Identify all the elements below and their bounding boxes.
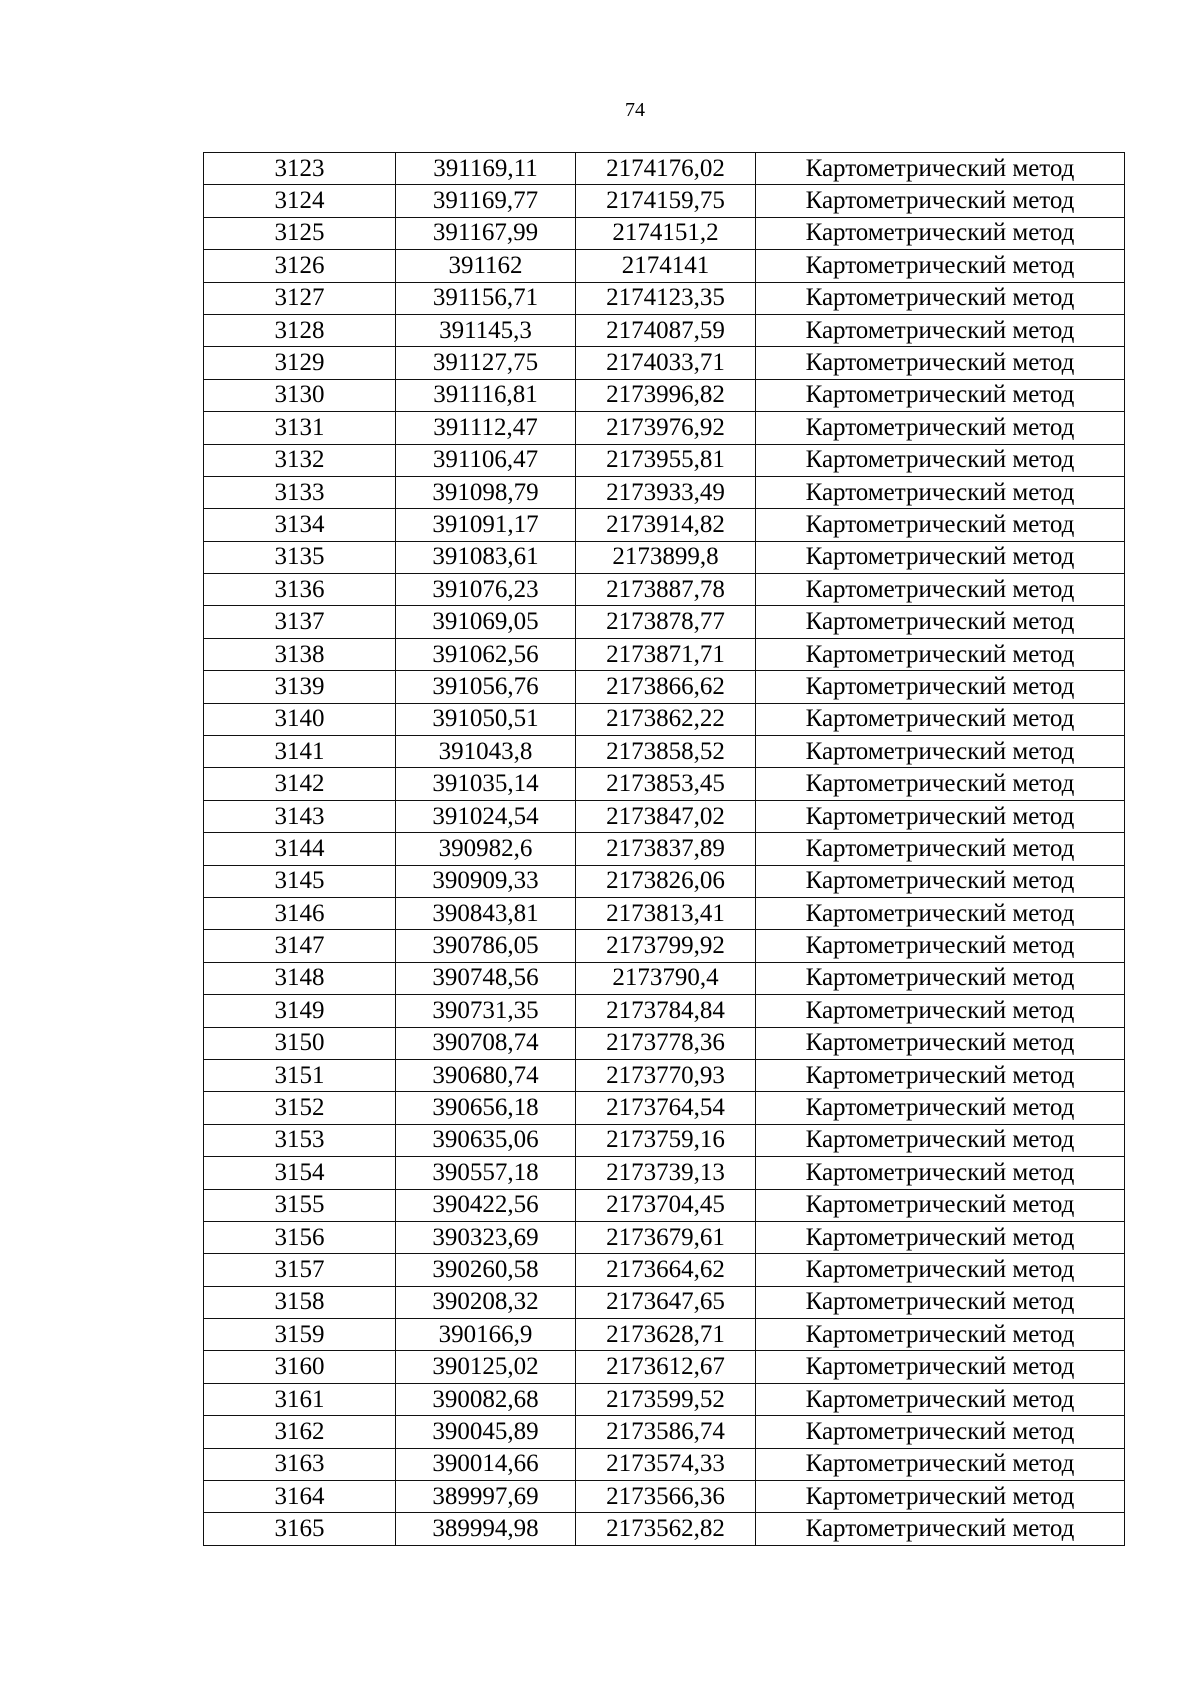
method-cell: Картометрический метод [756, 1416, 1125, 1448]
point-number-cell: 3162 [204, 1416, 396, 1448]
x-coordinate-cell: 391169,11 [396, 153, 576, 185]
table-row [204, 153, 1125, 185]
table-row [204, 1059, 1125, 1091]
y-coordinate-cell: 2173955,81 [576, 444, 756, 476]
method-cell: Картометрический метод [756, 314, 1125, 346]
method-cell: Картометрический метод [756, 379, 1125, 411]
table-row [204, 444, 1125, 476]
table-row [204, 995, 1125, 1027]
point-number-cell: 3128 [204, 314, 396, 346]
method-cell: Картометрический метод [756, 768, 1125, 800]
point-number-cell: 3155 [204, 1189, 396, 1221]
x-coordinate-cell: 390843,81 [396, 897, 576, 929]
y-coordinate-cell: 2174123,35 [576, 282, 756, 314]
table-row [204, 1513, 1125, 1545]
method-cell: Картометрический метод [756, 1481, 1125, 1513]
point-number-cell: 3137 [204, 606, 396, 638]
table-row [204, 379, 1125, 411]
y-coordinate-cell: 2173853,45 [576, 768, 756, 800]
method-cell: Картометрический метод [756, 509, 1125, 541]
x-coordinate-cell: 391127,75 [396, 347, 576, 379]
y-coordinate-cell: 2173826,06 [576, 865, 756, 897]
x-coordinate-cell: 391062,56 [396, 638, 576, 670]
point-number-cell: 3165 [204, 1513, 396, 1545]
coordinates-table-body [204, 153, 1125, 1546]
method-cell: Картометрический метод [756, 574, 1125, 606]
x-coordinate-cell: 390323,69 [396, 1221, 576, 1253]
coordinates-table [203, 152, 1125, 1546]
x-coordinate-cell: 390635,06 [396, 1124, 576, 1156]
x-coordinate-cell: 391056,76 [396, 671, 576, 703]
x-coordinate-cell: 391091,17 [396, 509, 576, 541]
point-number-cell: 3156 [204, 1221, 396, 1253]
table-row [204, 347, 1125, 379]
point-number-cell: 3138 [204, 638, 396, 670]
y-coordinate-cell: 2173770,93 [576, 1059, 756, 1091]
point-number-cell: 3139 [204, 671, 396, 703]
point-number-cell: 3133 [204, 476, 396, 508]
table-row [204, 833, 1125, 865]
x-coordinate-cell: 390082,68 [396, 1383, 576, 1415]
point-number-cell: 3148 [204, 962, 396, 994]
table-row [204, 1416, 1125, 1448]
table-row [204, 671, 1125, 703]
point-number-cell: 3153 [204, 1124, 396, 1156]
x-coordinate-cell: 389997,69 [396, 1481, 576, 1513]
table-row [204, 1124, 1125, 1156]
table-row [204, 606, 1125, 638]
method-cell: Картометрический метод [756, 1221, 1125, 1253]
method-cell: Картометрический метод [756, 1513, 1125, 1545]
table-row [204, 703, 1125, 735]
x-coordinate-cell: 390731,35 [396, 995, 576, 1027]
method-cell: Картометрический метод [756, 865, 1125, 897]
point-number-cell: 3127 [204, 282, 396, 314]
y-coordinate-cell: 2173837,89 [576, 833, 756, 865]
y-coordinate-cell: 2173862,22 [576, 703, 756, 735]
point-number-cell: 3136 [204, 574, 396, 606]
table-row [204, 250, 1125, 282]
y-coordinate-cell: 2173866,62 [576, 671, 756, 703]
method-cell: Картометрический метод [756, 703, 1125, 735]
point-number-cell: 3161 [204, 1383, 396, 1415]
point-number-cell: 3140 [204, 703, 396, 735]
x-coordinate-cell: 390656,18 [396, 1092, 576, 1124]
point-number-cell: 3141 [204, 736, 396, 768]
y-coordinate-cell: 2173562,82 [576, 1513, 756, 1545]
point-number-cell: 3164 [204, 1481, 396, 1513]
table-row [204, 217, 1125, 249]
method-cell: Картометрический метод [756, 250, 1125, 282]
y-coordinate-cell: 2173679,61 [576, 1221, 756, 1253]
table-row [204, 1481, 1125, 1513]
method-cell: Картометрический метод [756, 962, 1125, 994]
x-coordinate-cell: 390045,89 [396, 1416, 576, 1448]
x-coordinate-cell: 391043,8 [396, 736, 576, 768]
method-cell: Картометрический метод [756, 412, 1125, 444]
x-coordinate-cell: 390909,33 [396, 865, 576, 897]
y-coordinate-cell: 2173976,92 [576, 412, 756, 444]
method-cell: Картометрический метод [756, 347, 1125, 379]
method-cell: Картометрический метод [756, 995, 1125, 1027]
table-row [204, 412, 1125, 444]
method-cell: Картометрический метод [756, 444, 1125, 476]
x-coordinate-cell: 391035,14 [396, 768, 576, 800]
table-row [204, 1189, 1125, 1221]
point-number-cell: 3151 [204, 1059, 396, 1091]
table-row [204, 1027, 1125, 1059]
table-row [204, 638, 1125, 670]
point-number-cell: 3154 [204, 1157, 396, 1189]
y-coordinate-cell: 2174033,71 [576, 347, 756, 379]
point-number-cell: 3132 [204, 444, 396, 476]
y-coordinate-cell: 2173664,62 [576, 1254, 756, 1286]
x-coordinate-cell: 390680,74 [396, 1059, 576, 1091]
method-cell: Картометрический метод [756, 1092, 1125, 1124]
table-row [204, 1157, 1125, 1189]
method-cell: Картометрический метод [756, 541, 1125, 573]
point-number-cell: 3124 [204, 185, 396, 217]
y-coordinate-cell: 2173647,65 [576, 1286, 756, 1318]
x-coordinate-cell: 391106,47 [396, 444, 576, 476]
y-coordinate-cell: 2174151,2 [576, 217, 756, 249]
y-coordinate-cell: 2173778,36 [576, 1027, 756, 1059]
point-number-cell: 3135 [204, 541, 396, 573]
table-row [204, 1221, 1125, 1253]
point-number-cell: 3158 [204, 1286, 396, 1318]
point-number-cell: 3143 [204, 800, 396, 832]
x-coordinate-cell: 390982,6 [396, 833, 576, 865]
table-row [204, 930, 1125, 962]
y-coordinate-cell: 2173813,41 [576, 897, 756, 929]
method-cell: Картометрический метод [756, 217, 1125, 249]
y-coordinate-cell: 2173914,82 [576, 509, 756, 541]
method-cell: Картометрический метод [756, 897, 1125, 929]
point-number-cell: 3147 [204, 930, 396, 962]
table-row [204, 282, 1125, 314]
x-coordinate-cell: 391169,77 [396, 185, 576, 217]
method-cell: Картометрический метод [756, 1286, 1125, 1318]
point-number-cell: 3129 [204, 347, 396, 379]
x-coordinate-cell: 391156,71 [396, 282, 576, 314]
table-row [204, 1254, 1125, 1286]
method-cell: Картометрический метод [756, 833, 1125, 865]
point-number-cell: 3134 [204, 509, 396, 541]
point-number-cell: 3130 [204, 379, 396, 411]
y-coordinate-cell: 2173871,71 [576, 638, 756, 670]
y-coordinate-cell: 2173799,92 [576, 930, 756, 962]
y-coordinate-cell: 2173858,52 [576, 736, 756, 768]
x-coordinate-cell: 391098,79 [396, 476, 576, 508]
y-coordinate-cell: 2173739,13 [576, 1157, 756, 1189]
x-coordinate-cell: 391024,54 [396, 800, 576, 832]
x-coordinate-cell: 391083,61 [396, 541, 576, 573]
x-coordinate-cell: 391050,51 [396, 703, 576, 735]
y-coordinate-cell: 2174176,02 [576, 153, 756, 185]
method-cell: Картометрический метод [756, 1319, 1125, 1351]
point-number-cell: 3157 [204, 1254, 396, 1286]
y-coordinate-cell: 2173933,49 [576, 476, 756, 508]
point-number-cell: 3123 [204, 153, 396, 185]
method-cell: Картометрический метод [756, 185, 1125, 217]
y-coordinate-cell: 2174159,75 [576, 185, 756, 217]
table-row [204, 314, 1125, 346]
method-cell: Картометрический метод [756, 800, 1125, 832]
x-coordinate-cell: 391145,3 [396, 314, 576, 346]
y-coordinate-cell: 2173704,45 [576, 1189, 756, 1221]
method-cell: Картометрический метод [756, 476, 1125, 508]
y-coordinate-cell: 2173887,78 [576, 574, 756, 606]
y-coordinate-cell: 2173996,82 [576, 379, 756, 411]
table-row [204, 1351, 1125, 1383]
x-coordinate-cell: 390166,9 [396, 1319, 576, 1351]
point-number-cell: 3125 [204, 217, 396, 249]
x-coordinate-cell: 391167,99 [396, 217, 576, 249]
method-cell: Картометрический метод [756, 1189, 1125, 1221]
y-coordinate-cell: 2173586,74 [576, 1416, 756, 1448]
table-row [204, 1286, 1125, 1318]
table-row [204, 768, 1125, 800]
point-number-cell: 3142 [204, 768, 396, 800]
method-cell: Картометрический метод [756, 930, 1125, 962]
y-coordinate-cell: 2173790,4 [576, 962, 756, 994]
y-coordinate-cell: 2174087,59 [576, 314, 756, 346]
x-coordinate-cell: 390708,74 [396, 1027, 576, 1059]
y-coordinate-cell: 2173599,52 [576, 1383, 756, 1415]
method-cell: Картометрический метод [756, 1448, 1125, 1480]
method-cell: Картометрический метод [756, 671, 1125, 703]
table-row [204, 1383, 1125, 1415]
y-coordinate-cell: 2173612,67 [576, 1351, 756, 1383]
table-row [204, 541, 1125, 573]
y-coordinate-cell: 2173566,36 [576, 1481, 756, 1513]
y-coordinate-cell: 2174141 [576, 250, 756, 282]
y-coordinate-cell: 2173759,16 [576, 1124, 756, 1156]
x-coordinate-cell: 390786,05 [396, 930, 576, 962]
table-row [204, 509, 1125, 541]
table-row [204, 185, 1125, 217]
point-number-cell: 3126 [204, 250, 396, 282]
x-coordinate-cell: 391112,47 [396, 412, 576, 444]
y-coordinate-cell: 2173784,84 [576, 995, 756, 1027]
point-number-cell: 3131 [204, 412, 396, 444]
point-number-cell: 3144 [204, 833, 396, 865]
point-number-cell: 3160 [204, 1351, 396, 1383]
table-row [204, 736, 1125, 768]
method-cell: Картометрический метод [756, 1157, 1125, 1189]
point-number-cell: 3149 [204, 995, 396, 1027]
method-cell: Картометрический метод [756, 1351, 1125, 1383]
x-coordinate-cell: 390125,02 [396, 1351, 576, 1383]
x-coordinate-cell: 390422,56 [396, 1189, 576, 1221]
y-coordinate-cell: 2173628,71 [576, 1319, 756, 1351]
x-coordinate-cell: 390208,32 [396, 1286, 576, 1318]
point-number-cell: 3145 [204, 865, 396, 897]
table-row [204, 574, 1125, 606]
method-cell: Картометрический метод [756, 638, 1125, 670]
method-cell: Картометрический метод [756, 1059, 1125, 1091]
y-coordinate-cell: 2173764,54 [576, 1092, 756, 1124]
table-row [204, 1092, 1125, 1124]
x-coordinate-cell: 391069,05 [396, 606, 576, 638]
point-number-cell: 3146 [204, 897, 396, 929]
table-row [204, 1448, 1125, 1480]
y-coordinate-cell: 2173899,8 [576, 541, 756, 573]
method-cell: Картометрический метод [756, 1124, 1125, 1156]
method-cell: Картометрический метод [756, 1383, 1125, 1415]
point-number-cell: 3152 [204, 1092, 396, 1124]
x-coordinate-cell: 391162 [396, 250, 576, 282]
table-row [204, 897, 1125, 929]
y-coordinate-cell: 2173574,33 [576, 1448, 756, 1480]
x-coordinate-cell: 389994,98 [396, 1513, 576, 1545]
method-cell: Картометрический метод [756, 1254, 1125, 1286]
table-row [204, 1319, 1125, 1351]
x-coordinate-cell: 390014,66 [396, 1448, 576, 1480]
point-number-cell: 3150 [204, 1027, 396, 1059]
table-row [204, 962, 1125, 994]
table-row [204, 476, 1125, 508]
x-coordinate-cell: 391076,23 [396, 574, 576, 606]
table-row [204, 865, 1125, 897]
x-coordinate-cell: 390557,18 [396, 1157, 576, 1189]
method-cell: Картометрический метод [756, 606, 1125, 638]
x-coordinate-cell: 390748,56 [396, 962, 576, 994]
method-cell: Картометрический метод [756, 153, 1125, 185]
table-row [204, 800, 1125, 832]
point-number-cell: 3163 [204, 1448, 396, 1480]
point-number-cell: 3159 [204, 1319, 396, 1351]
y-coordinate-cell: 2173878,77 [576, 606, 756, 638]
method-cell: Картометрический метод [756, 282, 1125, 314]
y-coordinate-cell: 2173847,02 [576, 800, 756, 832]
x-coordinate-cell: 390260,58 [396, 1254, 576, 1286]
page-number: 74 [625, 99, 645, 121]
method-cell: Картометрический метод [756, 736, 1125, 768]
x-coordinate-cell: 391116,81 [396, 379, 576, 411]
method-cell: Картометрический метод [756, 1027, 1125, 1059]
